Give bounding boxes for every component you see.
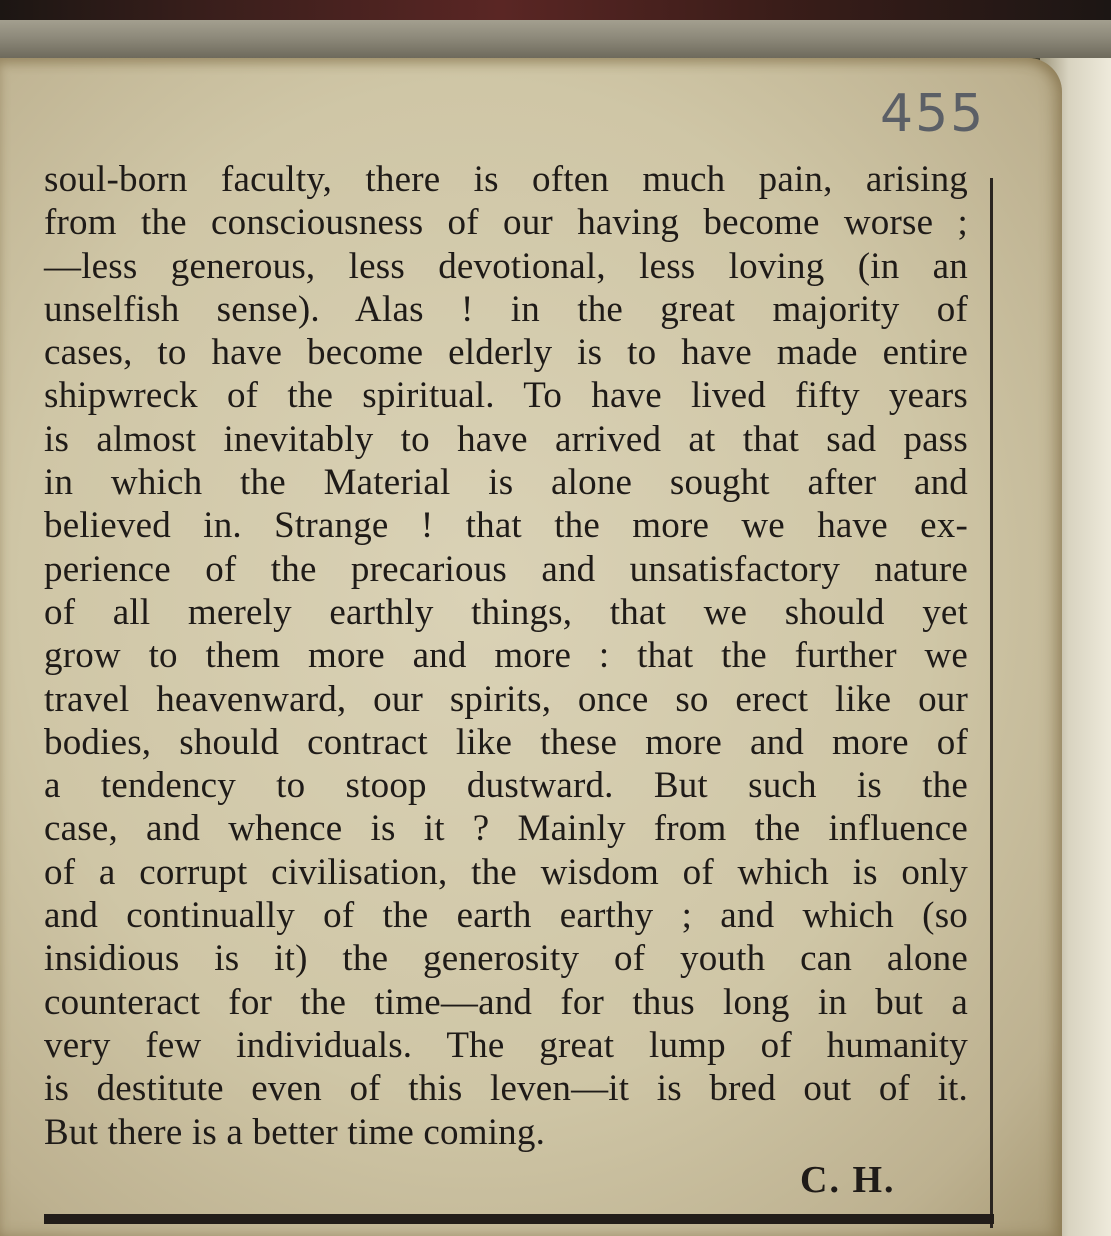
author-signature: C. H. xyxy=(800,1159,896,1201)
text-line: shipwreck of the spiritual. To have lived fifty years xyxy=(44,375,968,417)
column-rule xyxy=(990,178,993,1228)
text-line: a tendency to stoop dustward. But such is the xyxy=(44,765,968,807)
handwritten-page-number: 455 xyxy=(880,84,986,144)
text-line: and continually of the earth earthy ; and which (so xyxy=(44,895,968,937)
text-line: very few individuals. The great lump of humanity xyxy=(44,1024,968,1066)
text-line: travel heavenward, our spirits, once so erect like our xyxy=(44,678,968,720)
article-text xyxy=(44,158,968,1154)
bottom-rule xyxy=(44,1214,994,1224)
text-line: of a corrupt civilisation, the wisdom of which is only xyxy=(44,851,968,893)
text-line: counteract for the time—and for thus long in but a xyxy=(44,981,968,1023)
text-line: perience of the precarious and unsatisfactory nature xyxy=(44,548,968,590)
text-line: of all merely earthly things, that we should yet xyxy=(44,591,968,633)
text-line: But there is a better time coming. xyxy=(44,1111,546,1153)
page-stack-edge xyxy=(0,20,1111,60)
text-line: soul-born faculty, there is often much pain, arising xyxy=(44,159,968,200)
text-line: believed in. Strange ! that the more we have ex- xyxy=(44,505,968,547)
text-line: —less generous, less devotional, less loving (in an xyxy=(44,245,968,287)
text-line: bodies, should contract like these more and more of xyxy=(44,721,968,763)
text-line: from the consciousness of our having become worse ; xyxy=(44,202,968,244)
text-line: case, and whence is it ? Mainly from the influence xyxy=(44,808,968,850)
text-line: is destitute even of this leven—it is bred out of it. xyxy=(44,1068,968,1110)
text-line: cases, to have become elderly is to have made entire xyxy=(44,332,968,374)
text-line: in which the Material is alone sought after and xyxy=(44,462,968,504)
text-line: grow to them more and more : that the further we xyxy=(44,635,968,677)
text-line: is almost inevitably to have arrived at that sad pass xyxy=(44,418,968,460)
text-line: insidious is it) the generosity of youth can alone xyxy=(44,938,968,980)
text-line: unselfish sense). Alas ! in the great majority of xyxy=(44,288,968,330)
